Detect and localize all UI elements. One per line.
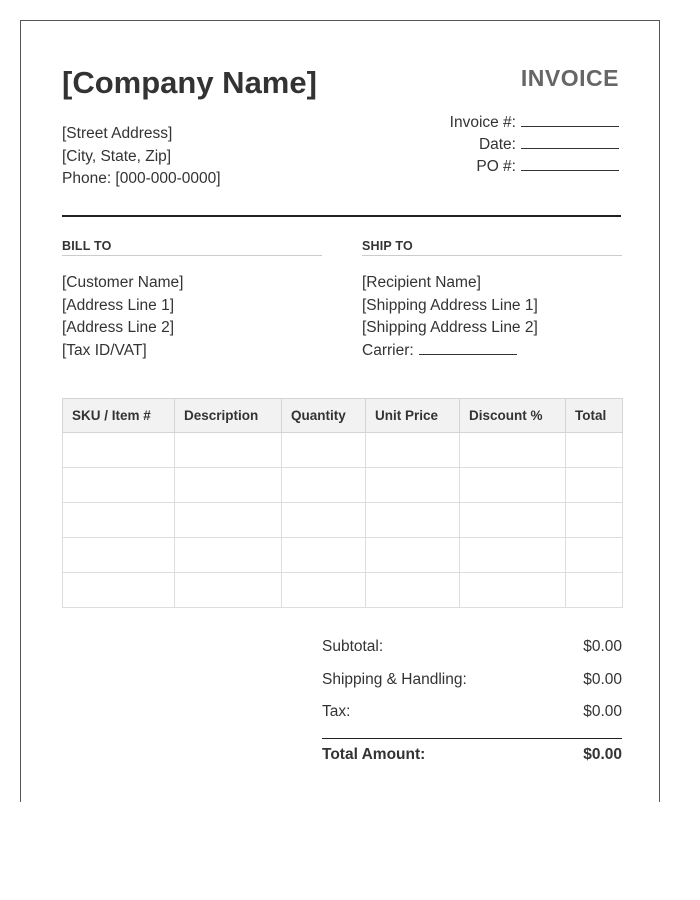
company-street: [Street Address]: [62, 125, 173, 142]
po-number-label: PO #:: [476, 158, 516, 175]
shipping-value: $0.00: [583, 670, 622, 688]
table-cell[interactable]: [566, 468, 623, 503]
ship-to-recipient-name: [Recipient Name]: [362, 274, 481, 291]
tax-value: $0.00: [583, 703, 622, 721]
bill-to-lines: [62, 272, 322, 362]
table-cell[interactable]: [282, 503, 366, 538]
table-cell[interactable]: [460, 573, 566, 608]
table-cell[interactable]: [366, 433, 460, 468]
tax-row: [322, 696, 622, 729]
invoice-page: [20, 20, 660, 802]
table-cell[interactable]: [460, 468, 566, 503]
invoice-number-row: [450, 112, 619, 134]
bill-to-heading: BILL TO: [62, 239, 322, 256]
invoice-meta: [450, 112, 619, 178]
table-cell[interactable]: [460, 433, 566, 468]
table-cell[interactable]: [460, 538, 566, 573]
table-cell[interactable]: [282, 433, 366, 468]
table-cell[interactable]: [566, 538, 623, 573]
ship-to-address-line-1: [Shipping Address Line 1]: [362, 296, 538, 314]
bill-to-address-line-2: [Address Line 2]: [62, 319, 175, 336]
ship-to-lines: [362, 272, 622, 362]
table-cell[interactable]: [175, 503, 282, 538]
shipping-row: [322, 664, 622, 697]
company-phone: Phone: [000-000-0000]: [62, 170, 221, 187]
column-header-quantity: Quantity: [282, 399, 366, 433]
table-cell[interactable]: [566, 503, 623, 538]
company-address: [62, 123, 221, 191]
column-header-sku: SKU / Item #: [63, 399, 175, 433]
table-row: [63, 468, 623, 503]
table-cell[interactable]: [460, 503, 566, 538]
table-cell[interactable]: [366, 503, 460, 538]
subtotal-row: [322, 631, 622, 664]
bill-to-section: [62, 239, 322, 362]
invoice-date-field[interactable]: [521, 134, 619, 149]
table-cell[interactable]: [175, 433, 282, 468]
column-header-unit-price: Unit Price: [366, 399, 460, 433]
total-amount-label: Total Amount:: [322, 745, 426, 763]
tax-label: Tax:: [322, 703, 351, 721]
header-divider: [62, 215, 621, 217]
table-row: [63, 538, 623, 573]
table-cell[interactable]: [566, 573, 623, 608]
table-row: [63, 433, 623, 468]
table-row: [63, 503, 623, 538]
table-cell[interactable]: [63, 538, 175, 573]
table-cell[interactable]: [566, 433, 623, 468]
total-amount-row: [322, 739, 622, 771]
table-cell[interactable]: [366, 538, 460, 573]
ship-to-section: [362, 239, 622, 362]
ship-to-address-line-2: [Shipping Address Line 2]: [362, 319, 538, 336]
carrier-row: [362, 340, 622, 363]
table-cell[interactable]: [175, 468, 282, 503]
table-cell[interactable]: [282, 573, 366, 608]
column-header-total: Total: [566, 399, 623, 433]
table-cell[interactable]: [63, 433, 175, 468]
shipping-label: Shipping & Handling:: [322, 670, 467, 688]
bill-to-customer-name: [Customer Name]: [62, 274, 184, 291]
company-name: [Company Name]: [62, 65, 317, 100]
bill-to-address-line-1: [Address Line 1]: [62, 296, 175, 314]
po-number-field[interactable]: [521, 156, 619, 171]
table-row: [63, 573, 623, 608]
carrier-label: Carrier:: [362, 341, 414, 359]
table-cell[interactable]: [63, 503, 175, 538]
invoice-title: INVOICE: [520, 65, 619, 91]
column-header-description: Description: [175, 399, 282, 433]
table-cell[interactable]: [63, 573, 175, 608]
subtotal-label: Subtotal:: [322, 638, 384, 656]
line-items-table: [62, 398, 623, 608]
po-number-row: [450, 156, 619, 178]
company-city-state-zip: [City, State, Zip]: [62, 147, 172, 165]
invoice-date-label: Date:: [478, 136, 516, 153]
table-cell[interactable]: [175, 573, 282, 608]
table-cell[interactable]: [175, 538, 282, 573]
total-amount-value: $0.00: [583, 745, 622, 763]
subtotal-value: $0.00: [583, 638, 622, 656]
table-cell[interactable]: [366, 468, 460, 503]
table-header-row: [63, 399, 623, 433]
column-header-discount: Discount %: [460, 399, 566, 433]
invoice-number-field[interactable]: [521, 112, 619, 127]
invoice-number-label: Invoice #:: [449, 114, 516, 131]
bill-to-tax-id: [Tax ID/VAT]: [62, 341, 147, 359]
table-cell[interactable]: [282, 468, 366, 503]
carrier-field[interactable]: [419, 340, 517, 355]
invoice-date-row: [450, 134, 619, 156]
table-cell[interactable]: [366, 573, 460, 608]
table-cell[interactable]: [282, 538, 366, 573]
ship-to-heading: SHIP TO: [362, 239, 622, 256]
totals-section: [322, 631, 622, 771]
table-cell[interactable]: [63, 468, 175, 503]
